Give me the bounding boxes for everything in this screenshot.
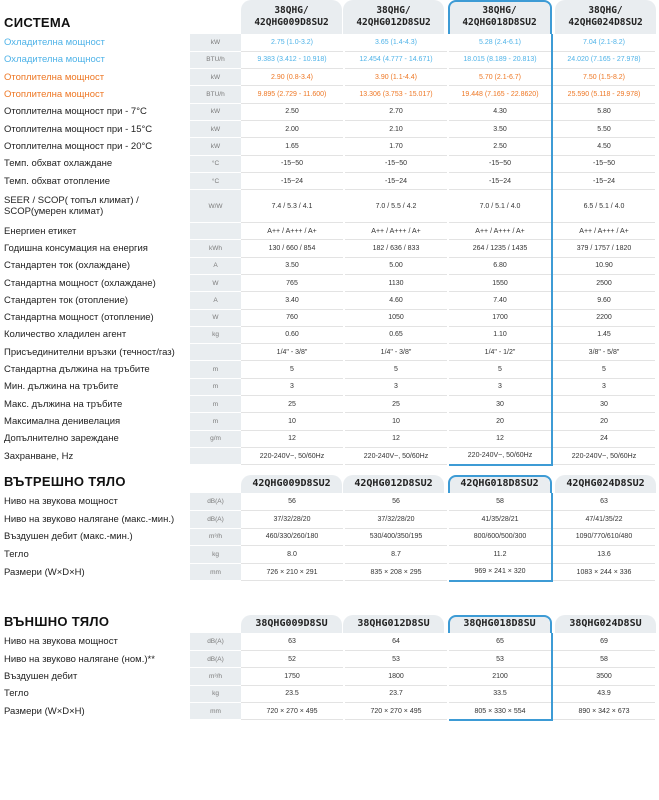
row-unit: kW (190, 34, 241, 51)
value-cell: 5 (448, 361, 552, 378)
value-cell: 2100 (448, 668, 552, 685)
outdoor-spec-table (0, 633, 657, 721)
row-unit: BTU/h (190, 51, 241, 68)
value-cell: 64 (344, 633, 448, 650)
row-unit: dB(A) (190, 633, 241, 650)
row-label: Захранване, Hz (4, 450, 74, 462)
value-cell: 720 × 270 × 495 (241, 703, 344, 720)
row-unit: kW (190, 138, 241, 155)
value-cell: 1.70 (344, 138, 448, 155)
value-cell: A++ / A+++ / A+ (552, 223, 656, 240)
value-cell: 33.5 (448, 685, 552, 702)
value-cell: 760 (241, 309, 344, 326)
row-label: Отоплителна мощност (4, 89, 105, 101)
value-cell: 220-240V~, 50/60Hz (552, 447, 656, 464)
value-cell: -15~50 (448, 155, 552, 172)
value-cell: 220-240V~, 50/60Hz (448, 447, 552, 464)
value-cell: 7.0 / 5.1 / 4.0 (448, 190, 552, 223)
row-unit: W/W (190, 190, 241, 223)
row-unit: m³/h (190, 668, 241, 685)
value-cell: 379 / 1757 / 1820 (552, 240, 656, 257)
outdoor-model-header: 38QHG012D8SU (343, 615, 444, 633)
row-label: Въздушен дебит (4, 670, 78, 682)
row-unit: kg (190, 326, 241, 343)
value-cell: 20 (448, 413, 552, 430)
value-cell: A++ / A+++ / A+ (448, 223, 552, 240)
row-unit: kW (190, 69, 241, 86)
system-model-header: 38QHG/ 42QHG018D8SU2 (449, 0, 550, 34)
table-row (0, 257, 656, 274)
value-cell: 25.590 (5.118 - 29.978) (552, 86, 656, 103)
value-cell: 4.60 (344, 292, 448, 309)
indoor-model-header: 42QHG009D8SU2 (241, 475, 342, 493)
row-label: Стандартна мощност (отопление) (4, 312, 154, 324)
row-label: Размери (W×D×H) (4, 566, 85, 578)
value-cell: 7.40 (448, 292, 552, 309)
table-row (0, 650, 656, 667)
row-label: Допълнително зареждане (4, 433, 119, 445)
value-cell: 7.0 / 5.5 / 4.2 (344, 190, 448, 223)
value-cell: 5.80 (552, 103, 656, 120)
table-row (0, 103, 656, 120)
row-unit: m (190, 413, 241, 430)
table-row (0, 240, 656, 257)
row-label: Охладителна мощност (4, 37, 105, 49)
value-cell: 130 / 660 / 854 (241, 240, 344, 257)
value-cell: 1750 (241, 668, 344, 685)
table-row (0, 361, 656, 378)
value-cell: 3.65 (1.4-4.3) (344, 34, 448, 51)
table-row (0, 138, 656, 155)
table-row (0, 703, 656, 720)
value-cell: 5 (552, 361, 656, 378)
row-unit: mm (190, 703, 241, 720)
value-cell: 24.020 (7.165 - 27.978) (552, 51, 656, 68)
row-unit: g/m (190, 430, 241, 447)
value-cell: 20 (552, 413, 656, 430)
outdoor-title: ВЪНШНО ТЯЛО (4, 614, 110, 629)
value-cell: 65 (448, 633, 552, 650)
value-cell: 9.895 (2.729 - 11.600) (241, 86, 344, 103)
row-unit: kWh (190, 240, 241, 257)
table-row (0, 120, 656, 137)
value-cell: 5.70 (2.1-6.7) (448, 69, 552, 86)
value-cell: 2200 (552, 309, 656, 326)
row-label: Стандартен ток (отопление) (4, 294, 129, 306)
value-cell: 41/35/28/21 (448, 511, 552, 529)
row-label: Охладителна мощност (4, 54, 105, 66)
value-cell: 3500 (552, 668, 656, 685)
value-cell: 0.60 (241, 326, 344, 343)
value-cell: 56 (344, 493, 448, 511)
value-cell: 13.306 (3.753 - 15.017) (344, 86, 448, 103)
value-cell: 220-240V~, 50/60Hz (241, 447, 344, 464)
row-label: Стандартна дължина на тръбите (4, 364, 150, 376)
value-cell: 23.7 (344, 685, 448, 702)
row-unit: BTU/h (190, 86, 241, 103)
value-cell: 5.28 (2.4-6.1) (448, 34, 552, 51)
value-cell: 37/32/28/20 (241, 511, 344, 529)
row-unit: °C (190, 172, 241, 189)
value-cell: 7.50 (1.5-8.2) (552, 69, 656, 86)
table-row (0, 685, 656, 702)
table-row (0, 155, 656, 172)
table-row (0, 86, 656, 103)
value-cell: -15~24 (448, 172, 552, 189)
indoor-unit-section (0, 459, 659, 582)
value-cell: 0.65 (344, 326, 448, 343)
table-row (0, 668, 656, 685)
value-cell: 18.015 (8.189 - 20.813) (448, 51, 552, 68)
row-unit: A (190, 257, 241, 274)
value-cell: -15~50 (552, 155, 656, 172)
value-cell: 47/41/35/22 (552, 511, 656, 529)
row-label: Мин. дължина на тръбите (4, 381, 119, 393)
value-cell: 2.10 (344, 120, 448, 137)
row-unit: m³/h (190, 528, 241, 546)
value-cell: 52 (241, 650, 344, 667)
row-unit: °C (190, 155, 241, 172)
indoor-model-header: 42QHG024D8SU2 (555, 475, 656, 493)
table-row (0, 172, 656, 189)
outdoor-header (0, 599, 659, 633)
value-cell: 2.50 (448, 138, 552, 155)
value-cell: 19.448 (7.165 - 22.8620) (448, 86, 552, 103)
value-cell: 3/8" - 5/8" (552, 344, 656, 361)
table-row (0, 563, 656, 581)
value-cell: 3 (241, 378, 344, 395)
system-model-header: 38QHG/ 42QHG009D8SU2 (241, 0, 342, 34)
table-row (0, 326, 656, 343)
value-cell: 7.4 / 5.3 / 4.1 (241, 190, 344, 223)
value-cell: 13.6 (552, 546, 656, 564)
value-cell: 23.5 (241, 685, 344, 702)
row-label: Ниво на звуково налягане (макс.-мин.) (4, 513, 175, 525)
value-cell: 10 (344, 413, 448, 430)
row-label: Стандартен ток (охлаждане) (4, 260, 131, 272)
value-cell: 37/32/28/20 (344, 511, 448, 529)
value-cell: 7.04 (2.1-8.2) (552, 34, 656, 51)
value-cell: 9.383 (3.412 - 10.918) (241, 51, 344, 68)
value-cell: 2500 (552, 274, 656, 291)
row-unit: mm (190, 563, 241, 581)
row-label: Темп. обхват охлаждане (4, 158, 113, 170)
value-cell: 58 (448, 493, 552, 511)
indoor-model-header: 42QHG012D8SU2 (343, 475, 444, 493)
value-cell: 2.00 (241, 120, 344, 137)
value-cell: 56 (241, 493, 344, 511)
value-cell: 1090/770/610/480 (552, 528, 656, 546)
value-cell: 3.50 (241, 257, 344, 274)
table-row (0, 430, 656, 447)
row-label: Въздушен дебит (макс.-мин.) (4, 531, 133, 543)
row-label: Отоплителна мощност при - 15°C (4, 123, 153, 135)
value-cell: A++ / A+++ / A+ (241, 223, 344, 240)
value-cell: 890 × 342 × 673 (552, 703, 656, 720)
value-cell: 3.50 (448, 120, 552, 137)
value-cell: 3.90 (1.1-4.4) (344, 69, 448, 86)
value-cell: 3.40 (241, 292, 344, 309)
value-cell: A++ / A+++ / A+ (344, 223, 448, 240)
table-row (0, 69, 656, 86)
value-cell: 8.0 (241, 546, 344, 564)
row-label: Отоплителна мощност при - 7°C (4, 106, 147, 118)
system-spec-table (0, 34, 657, 466)
value-cell: 5 (241, 361, 344, 378)
row-label: Годишна консумация на енергия (4, 242, 148, 254)
value-cell: 3 (448, 378, 552, 395)
value-cell: 10 (241, 413, 344, 430)
row-label: Максимална денивелация (4, 415, 121, 427)
value-cell: 12 (448, 430, 552, 447)
value-cell: 805 × 330 × 554 (448, 703, 552, 720)
row-label: Макс. дължина на тръбите (4, 398, 123, 410)
table-row (0, 413, 656, 430)
value-cell: 69 (552, 633, 656, 650)
outdoor-model-header: 38QHG009D8SU (241, 615, 342, 633)
table-row (0, 378, 656, 395)
row-unit: A (190, 292, 241, 309)
value-cell: 264 / 1235 / 1435 (448, 240, 552, 257)
value-cell: 4.50 (552, 138, 656, 155)
system-model-header: 38QHG/ 42QHG012D8SU2 (343, 0, 444, 34)
row-label: Тегло (4, 688, 29, 700)
indoor-spec-table (0, 493, 657, 582)
value-cell: 765 (241, 274, 344, 291)
value-cell: 3 (552, 378, 656, 395)
value-cell: 11.2 (448, 546, 552, 564)
value-cell: 1/4" - 3/8" (344, 344, 448, 361)
value-cell: 1130 (344, 274, 448, 291)
value-cell: 1.65 (241, 138, 344, 155)
row-unit: kW (190, 103, 241, 120)
row-unit: dB(A) (190, 493, 241, 511)
indoor-model-header: 42QHG018D8SU2 (449, 475, 550, 493)
value-cell: 5 (344, 361, 448, 378)
row-unit (190, 344, 241, 361)
outdoor-model-header: 38QHG018D8SU (449, 615, 550, 633)
value-cell: 10.90 (552, 257, 656, 274)
value-cell: 5.00 (344, 257, 448, 274)
indoor-header (0, 459, 659, 493)
value-cell: 12.454 (4.777 - 14.671) (344, 51, 448, 68)
row-unit: m (190, 361, 241, 378)
system-title: СИСТЕМА (4, 15, 71, 30)
value-cell: 6.80 (448, 257, 552, 274)
row-unit: m (190, 378, 241, 395)
value-cell: 1800 (344, 668, 448, 685)
table-row (0, 223, 656, 240)
value-cell: 2.50 (241, 103, 344, 120)
value-cell: 58 (552, 650, 656, 667)
value-cell: -15~24 (552, 172, 656, 189)
value-cell: 43.9 (552, 685, 656, 702)
row-label: Тегло (4, 549, 29, 561)
outdoor-unit-section (0, 599, 659, 721)
row-label: Размери (W×D×H) (4, 705, 85, 717)
value-cell: 25 (241, 396, 344, 413)
value-cell: 530/400/350/195 (344, 528, 448, 546)
table-row (0, 344, 656, 361)
system-model-header: 38QHG/ 42QHG024D8SU2 (555, 0, 656, 34)
value-cell: 2.75 (1.0-3.2) (241, 34, 344, 51)
table-row (0, 190, 656, 223)
value-cell: 5.50 (552, 120, 656, 137)
value-cell: 12 (344, 430, 448, 447)
table-row (0, 51, 656, 68)
value-cell: 30 (552, 396, 656, 413)
row-label: Темп. обхват отопление (4, 175, 111, 187)
row-unit: m (190, 396, 241, 413)
value-cell: 1700 (448, 309, 552, 326)
row-unit: kW (190, 120, 241, 137)
value-cell: 2.70 (344, 103, 448, 120)
row-unit: dB(A) (190, 650, 241, 667)
value-cell: 1.45 (552, 326, 656, 343)
row-label: Отоплителна мощност (4, 71, 105, 83)
row-label: Ниво на звукова мощност (4, 636, 118, 648)
table-row (0, 274, 656, 291)
row-label: Отоплителна мощност при - 20°C (4, 140, 153, 152)
value-cell: -15~24 (241, 172, 344, 189)
table-row (0, 493, 656, 511)
row-label: Ниво на звуково налягане (ном.)** (4, 653, 155, 665)
value-cell: 182 / 636 / 833 (344, 240, 448, 257)
value-cell: 4.30 (448, 103, 552, 120)
value-cell: 2.90 (0.8-3.4) (241, 69, 344, 86)
row-unit: W (190, 274, 241, 291)
value-cell: 460/330/260/180 (241, 528, 344, 546)
value-cell: 720 × 270 × 495 (344, 703, 448, 720)
value-cell: 1050 (344, 309, 448, 326)
value-cell: 726 × 210 × 291 (241, 563, 344, 581)
row-label: Енергиен етикет (4, 225, 77, 237)
value-cell: 800/600/500/300 (448, 528, 552, 546)
table-row (0, 511, 656, 529)
value-cell: 3 (344, 378, 448, 395)
table-row (0, 633, 656, 650)
value-cell: 1/4" - 3/8" (241, 344, 344, 361)
value-cell: 30 (448, 396, 552, 413)
value-cell: 835 × 208 × 295 (344, 563, 448, 581)
row-label: Присъединителни връзки (течност/газ) (4, 346, 175, 358)
table-row (0, 309, 656, 326)
row-label: Ниво на звукова мощност (4, 496, 118, 508)
value-cell: 1550 (448, 274, 552, 291)
table-row (0, 34, 656, 51)
row-label: Стандартна мощност (охлаждане) (4, 277, 156, 289)
table-row (0, 292, 656, 309)
value-cell: 1083 × 244 × 336 (552, 563, 656, 581)
row-unit: dB(A) (190, 511, 241, 529)
outdoor-model-header: 38QHG024D8SU (555, 615, 656, 633)
value-cell: 8.7 (344, 546, 448, 564)
value-cell: -15~50 (241, 155, 344, 172)
row-unit: W (190, 309, 241, 326)
value-cell: 6.5 / 5.1 / 4.0 (552, 190, 656, 223)
row-label: Количество хладилен агент (4, 329, 127, 341)
value-cell: 9.60 (552, 292, 656, 309)
value-cell: 24 (552, 430, 656, 447)
value-cell: 53 (448, 650, 552, 667)
table-row (0, 546, 656, 564)
value-cell: 63 (552, 493, 656, 511)
value-cell: 53 (344, 650, 448, 667)
value-cell: 1/4" - 1/2" (448, 344, 552, 361)
row-label: SEER / SCOP( топъл климат) / SCOP(умерен климат) (4, 195, 139, 218)
value-cell: 220-240V~, 50/60Hz (344, 447, 448, 464)
indoor-title: ВЪТРЕШНО ТЯЛО (4, 474, 126, 489)
value-cell: 1.10 (448, 326, 552, 343)
row-unit (190, 223, 241, 240)
table-row (0, 396, 656, 413)
value-cell: -15~24 (344, 172, 448, 189)
system-header (0, 0, 659, 34)
value-cell: 12 (241, 430, 344, 447)
value-cell: 25 (344, 396, 448, 413)
value-cell: -15~50 (344, 155, 448, 172)
row-unit: kg (190, 685, 241, 702)
value-cell: 63 (241, 633, 344, 650)
row-unit: kg (190, 546, 241, 564)
value-cell: 969 × 241 × 320 (448, 563, 552, 581)
table-row (0, 528, 656, 546)
